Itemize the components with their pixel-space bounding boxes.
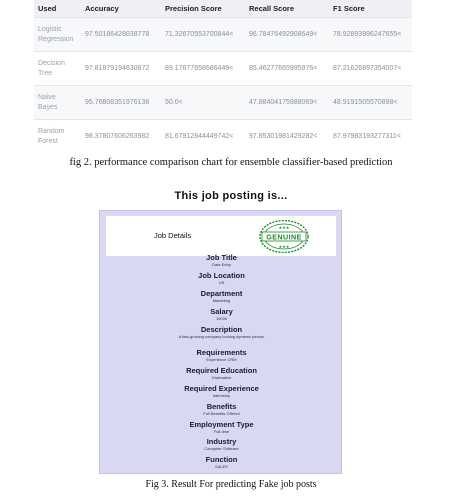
field-value: Full-time bbox=[213, 429, 230, 434]
f1-cell: 87.97983193277311< bbox=[329, 120, 412, 153]
table-header-row bbox=[34, 0, 412, 18]
table-row bbox=[34, 120, 412, 153]
algorithm-cell: Logistic Regression bbox=[34, 18, 81, 52]
field-label: Description bbox=[200, 325, 243, 334]
accuracy-cell: 95.76808351976138 bbox=[81, 86, 161, 120]
performance-table-container bbox=[34, 0, 412, 152]
svg-text:★★★: ★★★ bbox=[278, 225, 290, 230]
precision-cell: 50.0< bbox=[161, 86, 245, 120]
field-function bbox=[100, 455, 343, 469]
algorithm-cell: Naive Bayes bbox=[34, 86, 81, 120]
precision-cell: 81.67912844449742< bbox=[161, 120, 245, 153]
recall-cell: 47.88404175988069< bbox=[245, 86, 329, 120]
field-value: US bbox=[218, 280, 225, 285]
field-industry bbox=[100, 437, 343, 451]
field-description bbox=[110, 325, 333, 339]
field-label: Required Education bbox=[186, 366, 257, 375]
column-header-used: Used bbox=[34, 0, 81, 18]
figure-3-caption: Fig 3. Result For predicting Fake job posts bbox=[145, 479, 317, 490]
genuine-badge-icon bbox=[259, 220, 309, 253]
table-row bbox=[34, 18, 412, 52]
job-details-heading: Job Details bbox=[154, 231, 192, 240]
field-salary bbox=[100, 307, 343, 321]
column-header-accuracy: Accuracy bbox=[81, 0, 161, 18]
field-value: Graduation bbox=[211, 375, 232, 380]
svg-text:★★★: ★★★ bbox=[278, 244, 290, 249]
field-label: Job Title bbox=[206, 253, 237, 262]
field-department bbox=[100, 289, 343, 303]
field-required-education bbox=[100, 366, 343, 380]
job-details-card bbox=[99, 210, 342, 474]
field-label: Requirements bbox=[196, 348, 247, 357]
precision-cell: 71.32670553700844< bbox=[161, 18, 245, 52]
job-details-header bbox=[106, 216, 336, 256]
recall-cell: 85.46277665995976< bbox=[245, 52, 329, 86]
accuracy-cell: 97.81879194630872 bbox=[81, 52, 161, 86]
field-job-location bbox=[100, 271, 343, 285]
field-value: 15000 bbox=[215, 316, 228, 321]
field-label: Job Location bbox=[198, 271, 245, 280]
column-header-f1: F1 Score bbox=[329, 0, 412, 18]
recall-cell: 96.78476492908649< bbox=[245, 18, 329, 52]
algorithm-cell: Random Forest bbox=[34, 120, 81, 153]
field-value: Internship bbox=[212, 393, 231, 398]
genuine-badge-text: GENUINE bbox=[266, 232, 302, 242]
f1-cell: 87.21626897354007< bbox=[329, 52, 412, 86]
field-label: Salary bbox=[210, 307, 233, 316]
field-label: Employment Type bbox=[189, 420, 254, 429]
figure-2-caption: fig 2. performance comparison chart for ensemble classifier-based prediction bbox=[69, 157, 393, 168]
result-title: This job posting is... bbox=[174, 190, 288, 202]
algorithm-cell: Decision Tree bbox=[34, 52, 81, 86]
field-value: SALES bbox=[215, 464, 228, 469]
field-employment-type bbox=[100, 420, 343, 434]
f1-cell: 48.9191505570898< bbox=[329, 86, 412, 120]
field-value: Full Benefits Offered bbox=[203, 411, 240, 416]
field-value: Marketing bbox=[212, 298, 231, 303]
f1-cell: 78.92893996247655< bbox=[329, 18, 412, 52]
field-label: Required Experience bbox=[184, 384, 259, 393]
column-header-recall: Recall Score bbox=[245, 0, 329, 18]
field-job-title bbox=[100, 253, 343, 267]
table-row bbox=[34, 86, 412, 120]
field-label: Function bbox=[205, 455, 238, 464]
accuracy-cell: 97.50186428038778 bbox=[81, 18, 161, 52]
table-row bbox=[34, 52, 412, 86]
recall-cell: 97.85301981429282< bbox=[245, 120, 329, 153]
precision-cell: 89.17677658586449< bbox=[161, 52, 245, 86]
field-label: Benefits bbox=[206, 402, 237, 411]
field-benefits bbox=[100, 402, 343, 416]
field-label: Industry bbox=[206, 437, 237, 446]
field-requirements bbox=[100, 348, 343, 362]
field-value: Data Entry bbox=[212, 262, 231, 267]
field-label: Department bbox=[200, 289, 243, 298]
performance-table bbox=[34, 0, 412, 152]
accuracy-cell: 98.37807606263982 bbox=[81, 120, 161, 153]
field-value: A fast-growing company looking dynamic person bbox=[178, 334, 265, 339]
field-value: Computer Software bbox=[204, 446, 239, 451]
column-header-precision: Precision Score bbox=[161, 0, 245, 18]
field-required-experience bbox=[100, 384, 343, 398]
field-value: Experience CRM bbox=[206, 357, 237, 362]
